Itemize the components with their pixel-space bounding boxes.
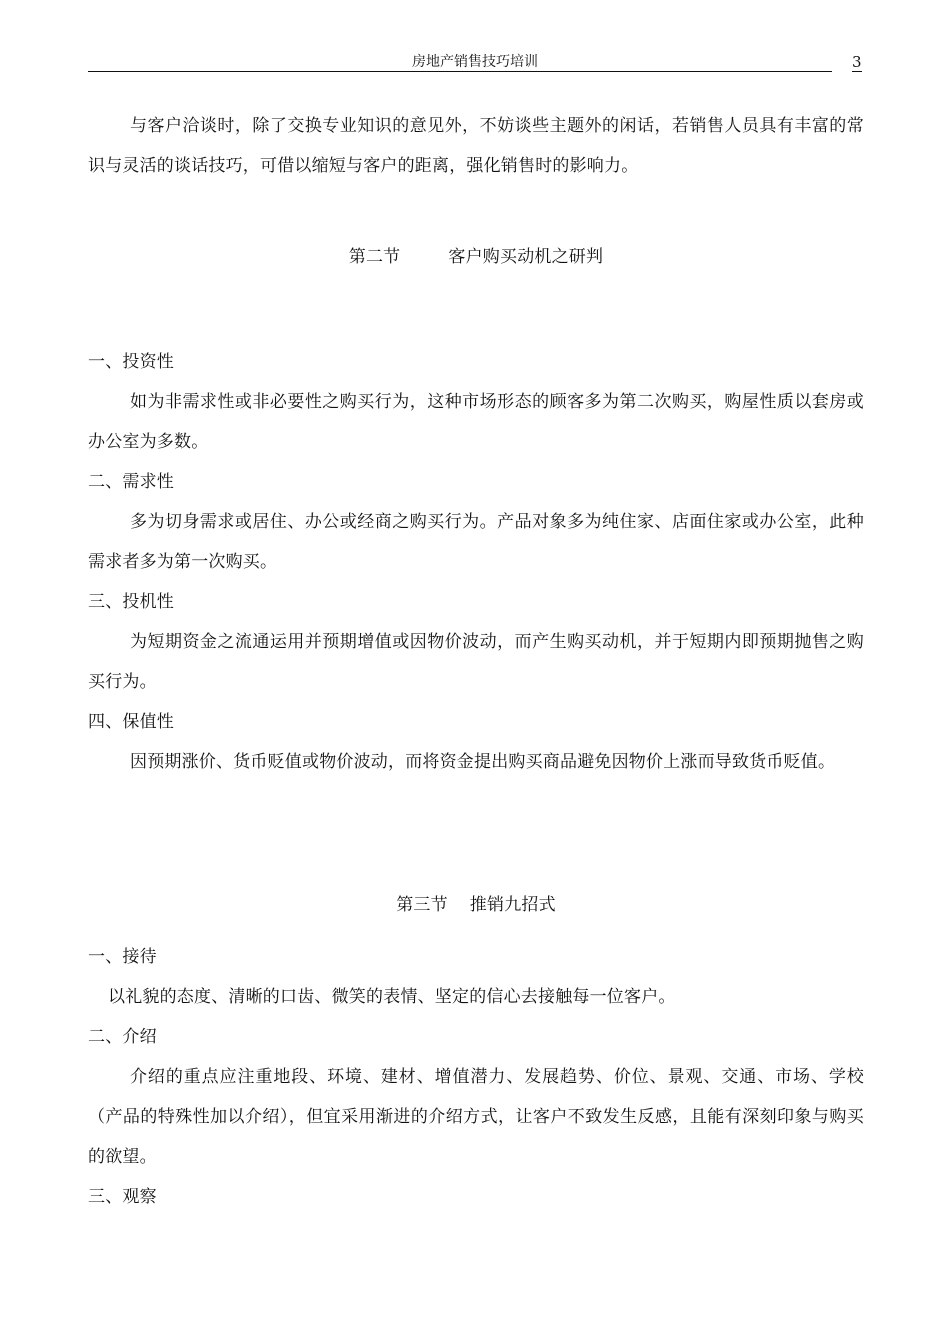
section2-item-heading: 一、投资性: [88, 352, 174, 372]
section2-heading: [88, 237, 864, 277]
section3-item-heading: 一、接待: [88, 947, 157, 967]
section3-item-text: 介绍的重点应注重地段、环境、建材、增值潜力、发展趋势、价位、景观、交通、市场、学校（产品的特殊性加以介绍），但宜采用渐进的介绍方式，让客户不致发生反感，且能有深刻印象与购买的欲望。: [88, 1067, 864, 1167]
intro-paragraph: 与客户洽谈时，除了交换专业知识的意见外，不妨谈些主题外的闲话，若销售人员具有丰富的常识与灵活的谈话技巧，可借以缩短与客户的距离，强化销售时的影响力。: [88, 116, 864, 176]
section2-title: 客户购买动机之研判: [448, 247, 604, 267]
section2-item-text: 如为非需求性或非必要性之购买行为，这种市场形态的顾客多为第二次购买，购屋性质以套房或办公室为多数。: [88, 392, 864, 452]
section2-item-text: 因预期涨价、货币贬值或物价波动，而将资金提出购买商品避免因物价上涨而导致货币贬值。: [130, 752, 836, 772]
section2-number: 第二节: [348, 247, 401, 267]
header-rule: [88, 71, 832, 72]
section3-title: 推销九招式: [469, 895, 556, 915]
section2-item-heading: 三、投机性: [88, 592, 174, 612]
section3-number: 第三节: [396, 895, 448, 915]
section2-item-heading: 四、保值性: [88, 712, 174, 732]
section3-item-heading: 三、观察: [88, 1187, 157, 1207]
section3-heading: [88, 885, 864, 925]
section2-item-heading: 二、需求性: [88, 472, 174, 492]
section3-item-text: 以礼貌的态度、清晰的口齿、微笑的表情、坚定的信心去接触每一位客户。: [108, 987, 676, 1007]
page-number-underline: [852, 71, 862, 72]
page-number: 3: [852, 53, 862, 71]
section2-item-text: 为短期资金之流通运用并预期增值或因物价波动，而产生购买动机，并于短期内即预期抛售之购买行为。: [88, 632, 864, 692]
section2-item-text: 多为切身需求或居住、办公或经商之购买行为。产品对象多为纯住家、店面住家或办公室，此种需求者多为第一次购买。: [88, 512, 864, 572]
document-header-title: 房地产销售技巧培训: [412, 54, 538, 70]
section3-item-heading: 二、介绍: [88, 1027, 157, 1047]
section3-body: [88, 937, 864, 1217]
intro-block: [88, 106, 864, 186]
section2-body: [88, 342, 864, 782]
